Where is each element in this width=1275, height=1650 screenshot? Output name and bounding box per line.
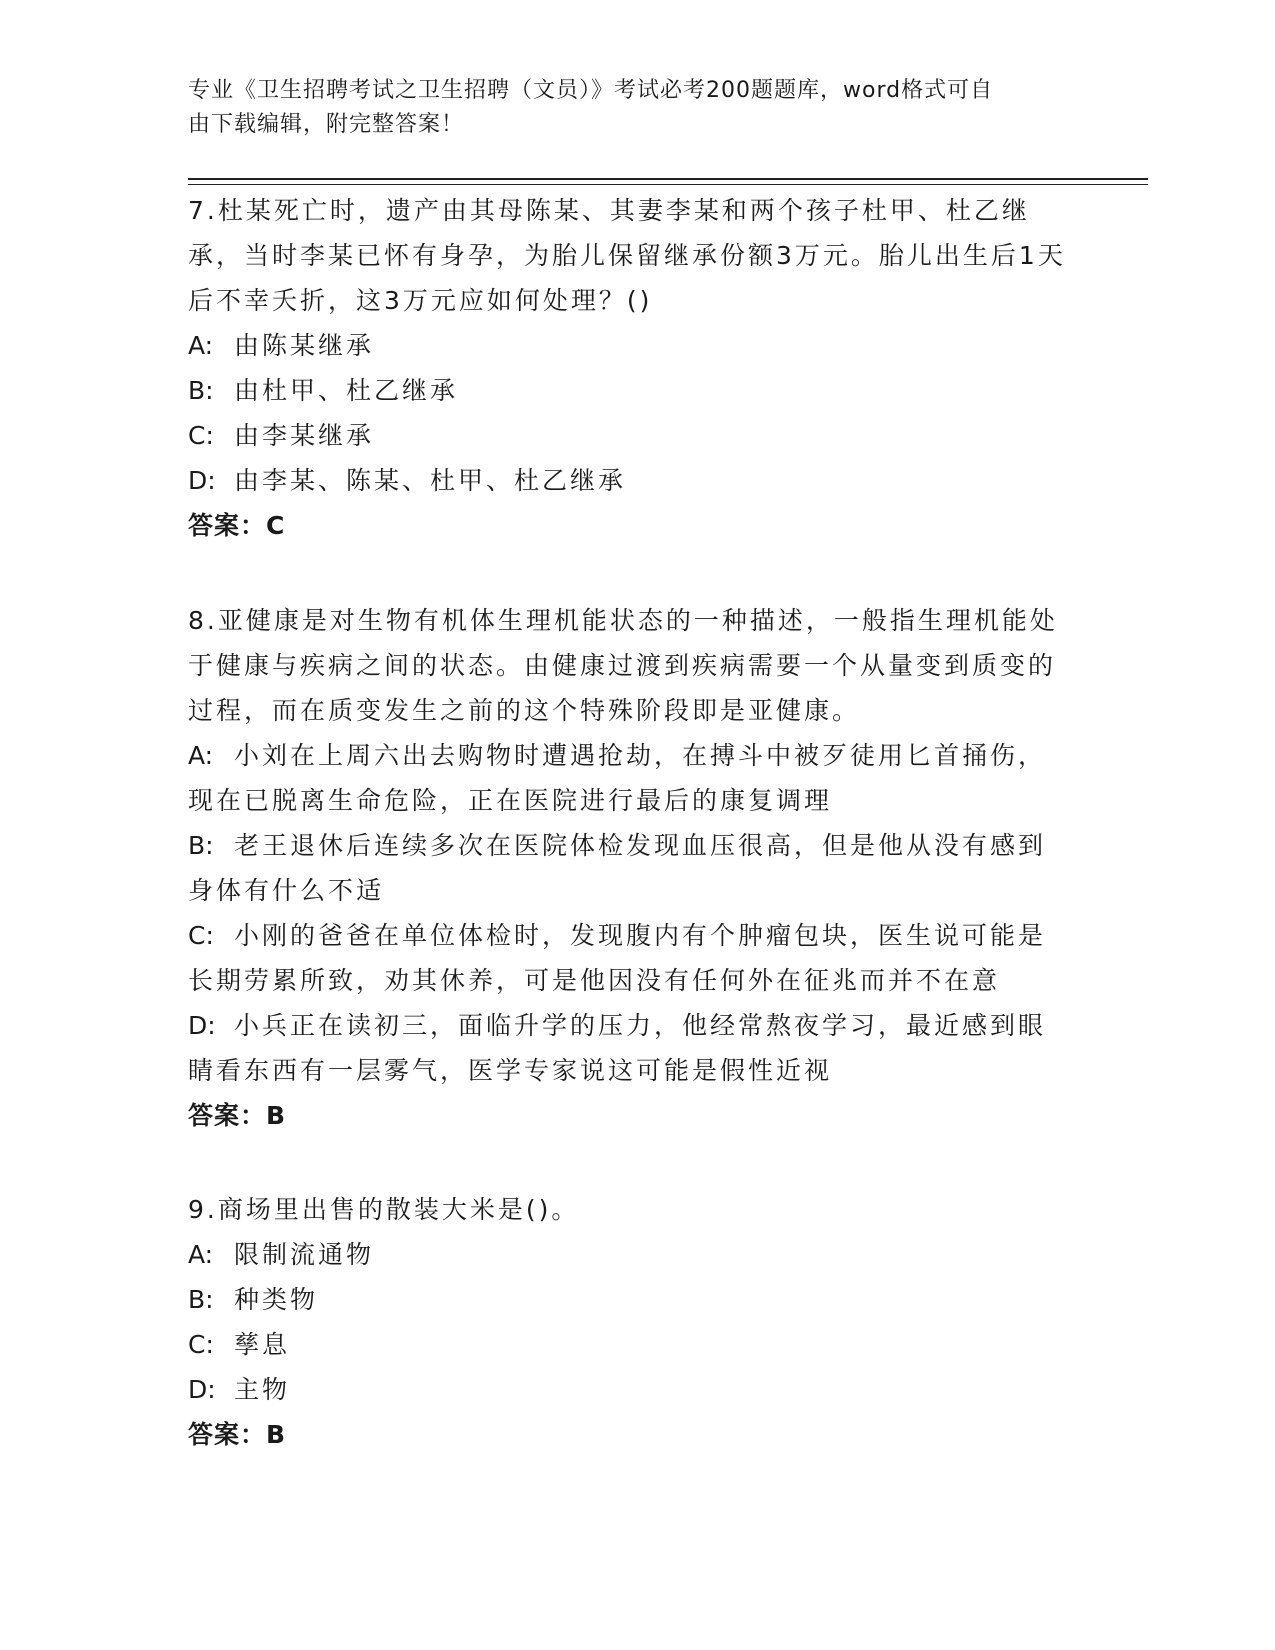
option-text: 主物 [234,1375,291,1404]
header-divider-thin [188,184,1148,185]
header-divider-thick [188,178,1148,180]
answer-line: 答案：B [188,1420,287,1449]
header-line-2: 由下载编辑，附完整答案！ [188,112,465,137]
header-line-1: 专业《卫生招聘考试之卫生招聘（文员）》考试必考200题题库，word格式可自 [188,78,994,103]
question-block-8 [188,598,1068,1138]
option-text: 小刘在上周六出去购物时遭遇抢劫，在搏斗中被歹徒用匕首捅伤，现在已脱离生命危险，正在医院进行最后的康复调理 [188,741,1047,815]
option-label: D: [188,1011,216,1040]
option-label: B: [188,831,214,860]
option-a [188,323,1068,368]
option-label: D: [188,1375,216,1404]
option-text: 由李某、陈某、杜甲、杜乙继承 [234,466,627,495]
option-d [188,458,1068,503]
option-text: 由李某继承 [234,421,375,450]
option-text: 种类物 [234,1285,319,1314]
option-b [188,368,1068,413]
option-label: A: [188,331,214,360]
option-text: 小刚的爸爸在单位体检时，发现腹内有个肿瘤包块，医生说可能是长期劳累所致，劝其休养，可是他因没有任何外在征兆而并不在意 [188,921,1047,995]
question-stem: 8.亚健康是对生物有机体生理机能状态的一种描述，一般指生理机能处于健康与疾病之间的状态。由健康过渡到疾病需要一个从量变到质变的过程，而在质变发生之前的这个特殊阶段即是亚健康。 [188,606,1058,725]
option-label: D: [188,466,216,495]
option-label: A: [188,741,214,770]
option-text: 由杜甲、杜乙继承 [234,376,459,405]
option-a [188,733,1068,823]
option-label: C: [188,1330,214,1359]
option-d [188,1367,1068,1412]
option-label: C: [188,421,214,450]
question-block-7 [188,188,1068,548]
option-text: 限制流通物 [234,1240,375,1269]
option-text: 老王退休后连续多次在医院体检发现血压很高，但是他从没有感到身体有什么不适 [188,831,1047,905]
option-text: 由陈某继承 [234,331,375,360]
answer-line: 答案：B [188,1101,287,1130]
question-stem: 9.商场里出售的散装大米是()。 [188,1195,580,1224]
option-c [188,1322,1068,1367]
option-a [188,1232,1068,1277]
option-label: B: [188,376,214,405]
option-label: A: [188,1240,214,1269]
option-text: 小兵正在读初三，面临升学的压力，他经常熬夜学习，最近感到眼睛看东西有一层雾气，医学专家说这可能是假性近视 [188,1011,1047,1085]
option-label: C: [188,921,214,950]
question-block-9 [188,1187,1068,1457]
answer-line: 答案：C [188,511,286,540]
option-label: B: [188,1285,214,1314]
option-b [188,1277,1068,1322]
option-c [188,913,1068,1003]
option-c [188,413,1068,458]
question-stem: 7.杜某死亡时，遗产由其母陈某、其妻李某和两个孩子杜甲、杜乙继承，当时李某已怀有身孕，为胎儿保留继承份额3万元。胎儿出生后1天后不幸夭折，这3万元应如何处理？() [188,196,1066,315]
option-text: 孳息 [234,1330,291,1359]
document-header [188,74,1068,142]
option-b [188,823,1068,913]
option-d [188,1003,1068,1093]
